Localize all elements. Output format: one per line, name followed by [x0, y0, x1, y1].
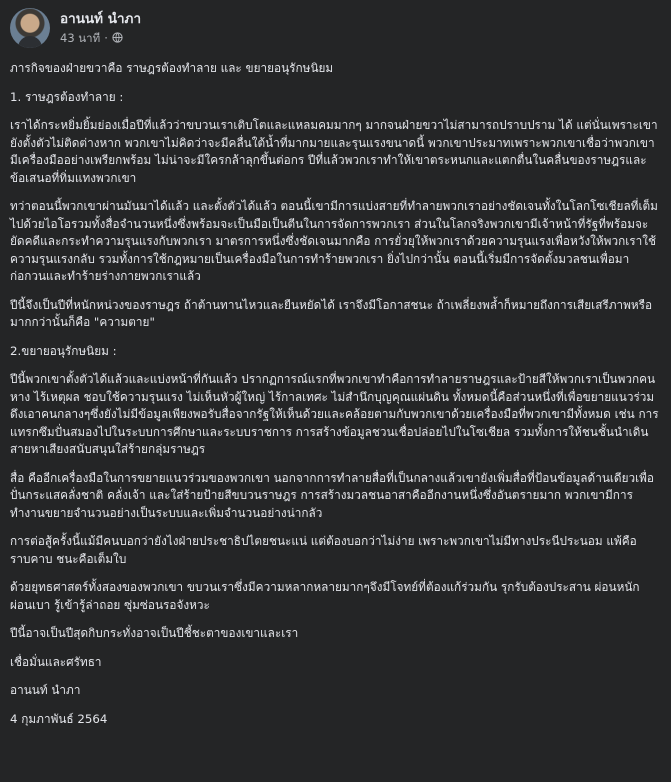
timestamp-row	[60, 30, 141, 46]
signature-name: อานนท์ นำภา	[10, 683, 81, 697]
post-paragraph: ปีนี้อาจเป็นปีสุดกิบกระทั่งอาจเป็นปีชี้ชะตาของเขาและเรา	[10, 626, 299, 640]
post-paragraph: ปีนี้จึงเป็นปีที่หนักหน่วงของราษฎร ถ้าต้านทานไหวและยืนหยัดได้ เราจึงมีโอกาสชนะ ถ้าเพลี่ยงพล้ำก็หมายถึงการเสียเสรีภาพหรือมากกว่านั้นก็คือ "ความตาย"	[10, 297, 653, 329]
signature-line: เชื่อมั่นและศรัทธา	[10, 654, 102, 669]
post-paragraph: ทว่าตอนนี้พวกเขาผ่านมันมาได้แล้ว และตั้งตัวได้แล้ว ตอนนี้เขามีการแบ่งสายที่ทำลายพวกเราอย่างชัดเจนทั้งในโลกโซเชียลที่เต็มไปด้วยไอโอรวมทั้งสื่อจำนวนหนึ่งซึ่งพร้อมจะเป็นมือเป็นตีนในการจัดการพวกเรา ส่วนในโลกจริงพวกเขามีเจ้าหน้าที่รัฐที่พร้อมจะยัดคดีและกระทำความรุนแรงกับพวกเรา มาตรการหนึ่งซึ่งชัดเจนมากคือ การยั่วยุให้พวกเราด้วยความรุนแรงเพื่อหวังให้พวกเราใช้ความรุนแรงกลับ รวมทั้งการใช้กฎหมายเป็นเครื่องมือในการทำร้ายพวกเรา ยิ่งไปกว่านั้น ตอนนี้เริ่มมีการจัดตั้งมวลชนเพื่อมาก่อกวนและทำร้ายร่างกายพวกเราแล้ว	[10, 199, 658, 283]
author-name[interactable]: อานนท์ นำภา	[60, 10, 142, 27]
separator-dot: ·	[104, 30, 108, 45]
post-header	[10, 8, 141, 48]
signature-date: 4 กุมภาพันธ์ 2564	[10, 711, 108, 726]
post-paragraph: เราได้กระหยิ่มยิ้มย่องเมื่อปีที่แล้วว่าขบวนเราเติบโตและแหลมคมมากๆ มากจนฝ่ายขวาไม่สามารถปราบปราม ได้ แต่นั่นเพราะเขายังตั้งตัวไม่ติดต่างหาก พวกเขาไม่คิดว่าจะมีคลื่นใต้น้ำที่มากมายและรุนแรงขนาดนี้ พวกเขาประมาทเพราะพวกเขาเชื่อว่าพวกเขามีเครื่องมืออย่างเพรียกพร้อม ไม่น่าจะมีใครกล้าลุกขึ้นต่อกร ปีที่แล้วพวกเราทำให้เขาตระหนกและแตกตื่นในคลื่นของราษฎรและข้อเสนอที่ทิ่มแทงพวกเขา	[10, 118, 658, 185]
post-paragraph: สื่อ คืออีกเครื่องมือในการขยายแนวร่วมของพวกเขา นอกจากการทำลายสื่อที่เป็นกลางแล้วเขายังเพิ่มสื่อที่ป้อนข้อมูลด้านเดียวเพื่อปั่นกระแสคลั่งชาติ คลั่งเจ้า และใส่ร้ายป้ายสีขบวนราษฎร การสร้างมวลชนอาสาคืออีกงานหนึ่งซึ่งอันตรายมาก พวกเขามีการทำงานขยายจำนวนอย่างเป็นระบบและเพิ่มจำนวนอย่างน่ากลัว	[10, 470, 655, 520]
post-paragraph: ภารกิจของฝ่ายขวาคือ ราษฎรต้องทำลาย และ ขยายอนุรักษนิยม	[10, 61, 334, 75]
post-body	[10, 60, 659, 739]
post-paragraph: 1. ราษฎรต้องทำลาย :	[10, 89, 124, 104]
post-meta	[60, 11, 141, 46]
post-paragraph: ปีนี้พวกเขาตั้งตัวได้แล้วและแบ่งหน้าที่กันแล้ว ปรากฏการณ์แรกที่พวกเขาทำคือการทำลายราษฎรและป้ายสีให้พวกเราเป็นพวกคนหาง ไร้เหตุผล ชอบใช้ความรุนแรง ไม่เห็นหัวผู้ใหญ่ ไร้กาลเทศะ ไม่สำนึกบุญคุณแผ่นดิน ทั้งหมดนี้คือส่วนหนึ่งที่เพื่อขยายแนวร่วม ดึงเอาคนกลางๆซึ่งยังไม่มีข้อมูลเพียงพอรับสื่อจากรัฐให้เห็นด้วยและคล้อยตามกับพวกเขาด้วยเครื่องมือที่พวกเขามีทั้งหมด เช่น การแทรกซึมปั่นสมองไปในระบบการศึกษาและระบบราชการ การสร้างข้อมูลชวนเชื่อปล่อยไปในโซเชียล รวมทั้งการให้ชนชั้นนำเดินสายหาเสียงสนับสนุนใส่ร้ายกลุ่มราษฎร	[10, 372, 659, 456]
globe-icon[interactable]	[112, 32, 123, 43]
post-paragraph: ด้วยยุทธศาสตร์ทั้งสองของพวกเขา ขบวนเราซึ่งมีความหลากหลายมากๆจึงมีโจทย์ที่ต้องแก้ร่วมกัน รุกรับต้องประสาน ผ่อนหนักผ่อนเบา รู้เข้ารู้ล่าถอย ซุ่มซ่อนรอจังหวะ	[10, 580, 640, 612]
post-paragraph: การต่อสู้ครั้งนี้แม้มีคนบอกว่ายังไงฝ่ายประชาธิปไตยชนะแน่ แต่ต้องบอกว่าไม่ง่าย เพราะพวกเขาไม่มีทางประนีประนอม แพ้คือราบคาบ ชนะคือเต็มใบ	[10, 534, 637, 566]
post-time[interactable]: 43 นาที	[60, 30, 101, 45]
post-paragraph: 2.ขยายอนุรักษนิยม :	[10, 343, 117, 358]
avatar[interactable]	[10, 8, 50, 48]
